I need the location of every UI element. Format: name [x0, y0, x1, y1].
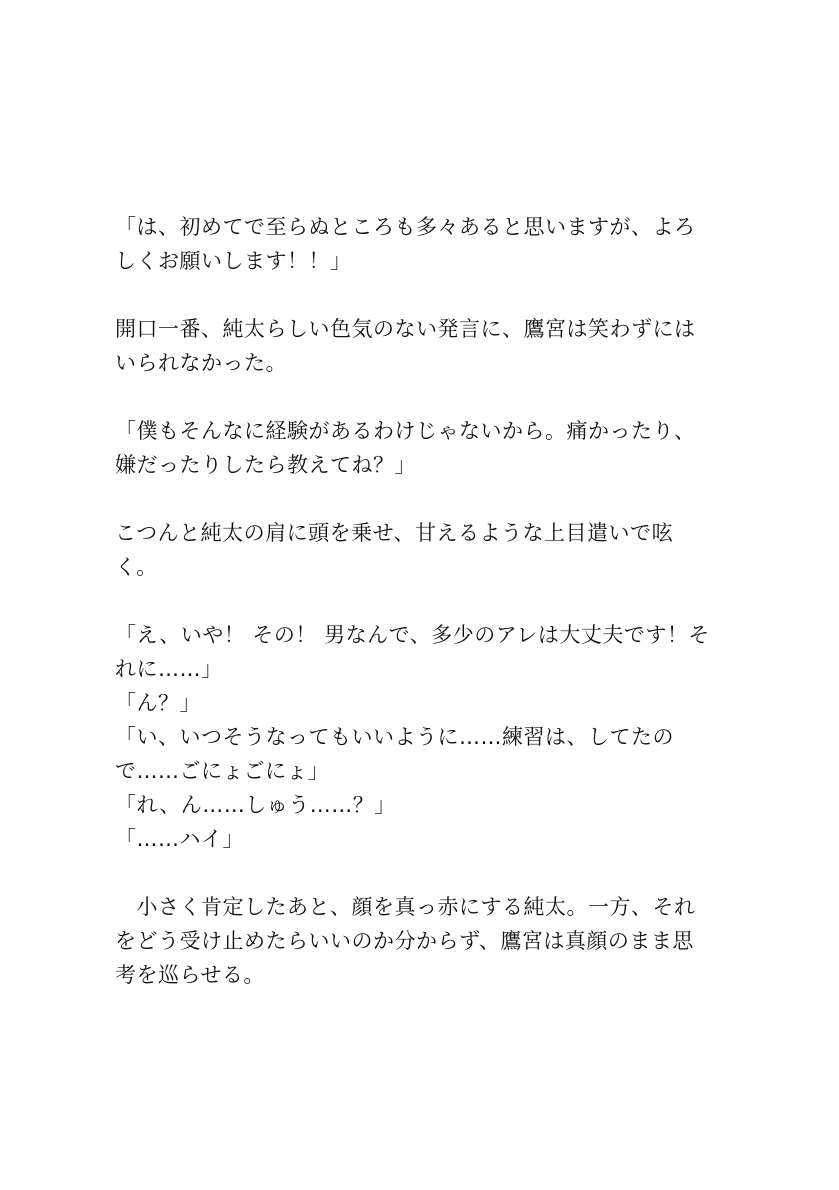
text-line: いられなかった。: [115, 351, 287, 375]
text-line: れに……」: [115, 657, 223, 681]
text-line: 「ん？」: [115, 691, 201, 715]
text-line: で……ごにょごにょ」: [115, 759, 330, 783]
text-line: 「は、初めてで至らぬところも多々あると思いますが、よろ: [115, 215, 696, 239]
text-line: 「僕もそんなに経験があるわけじゃないから。痛かったり、: [115, 419, 696, 443]
blank-line: [115, 380, 735, 414]
text-line: 「え、いや！ その！ 男なんで、多少のアレは大丈夫です！そ: [115, 623, 710, 647]
text-line: しくお願いします！！」: [115, 249, 352, 273]
text-line: 開口一番、純太らしい色気のない発言に、鷹宮は笑わずには: [115, 317, 696, 341]
body-text: [115, 210, 735, 992]
text-line: 小さく肯定したあと、顔を真っ赤にする純太。一方、それ: [115, 895, 696, 919]
blank-line: [115, 584, 735, 618]
text-line: こつんと純太の肩に頭を乗せ、甘えるような上目遣いで呟: [115, 521, 673, 545]
text-line: 嫌だったりしたら教えてね？」: [115, 453, 416, 477]
blank-line: [115, 278, 735, 312]
text-line: 「れ、ん……しゅう……？」: [115, 793, 396, 817]
text-line: をどう受け止めたらいいのか分からず、鷹宮は真顔のまま思: [115, 929, 694, 953]
text-line: 「……ハイ」: [115, 827, 244, 851]
text-line: 考を巡らせる。: [115, 963, 265, 987]
text-line: 「い、いつそうなってもいいように……練習は、してたの: [115, 725, 674, 749]
blank-line: [115, 856, 735, 890]
text-line: く。: [115, 555, 158, 579]
blank-line: [115, 482, 735, 516]
